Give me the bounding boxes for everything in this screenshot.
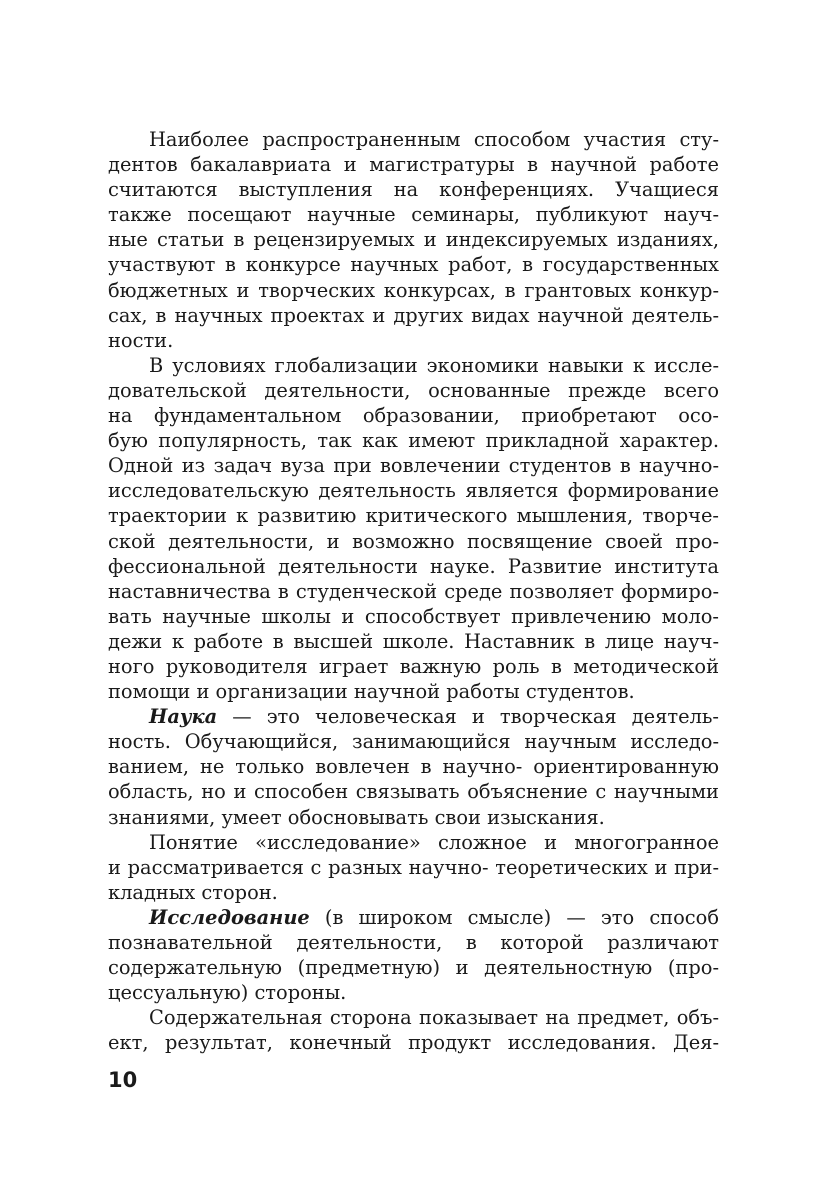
text-line: ванием, не только вовлечен в научно- ориентированную: [108, 755, 719, 779]
paragraph-research-concept: [108, 830, 719, 905]
text-line: ные статьи в рецензируемых и индексируемых изданиях,: [108, 228, 719, 252]
text-line: и рассматривается с разных научно- теоретических и при-: [108, 855, 719, 879]
text-line: знаниями, умеет обосновывать свои изыскания.: [108, 805, 605, 829]
text-line: [108, 704, 719, 729]
text-line: бюджетных и творческих конкурсах, в грантовых конкур-: [108, 278, 719, 302]
text-line: В условиях глобализации экономики навыки к иссле-: [149, 353, 719, 377]
text-line: ности.: [108, 328, 174, 352]
paragraph-participation: [108, 127, 719, 353]
text-line: фессиональной деятельности науке. Развитие института: [108, 554, 719, 578]
paragraph-science-definition: [108, 704, 719, 829]
text-line: область, но и способен связывать объяснение с научными: [108, 780, 719, 804]
text-line: ект, результат, конечный продукт исследования. Дея-: [108, 1031, 719, 1055]
text-line: исследовательскую деятельность является формирование: [108, 479, 719, 503]
text-line: кладных сторон.: [108, 880, 278, 904]
text-line: участвуют в конкурсе научных работ, в государственных: [108, 253, 719, 277]
text-line: довательской деятельности, основанные прежде всего: [108, 378, 719, 402]
text-line: ного руководителя играет важную роль в методической: [108, 654, 719, 678]
paragraph-research-definition: [108, 905, 719, 1005]
text-line: вать научные школы и способствует привлечению моло-: [108, 604, 719, 628]
text-line: Одной из задач вуза при вовлечении студентов в научно-: [108, 454, 719, 478]
paragraph-content-side: [108, 1005, 719, 1055]
text-line: Содержательная сторона показывает на предмет, объ-: [149, 1006, 719, 1030]
term-science: Наука: [149, 705, 218, 729]
paragraph-globalization: [108, 353, 719, 704]
text-line: ность. Обучающийся, занимающийся научным исследо-: [108, 730, 719, 754]
text-line: дежи к работе в высшей школе. Наставник в лице науч-: [108, 629, 719, 653]
text-line: содержательную (предметную) и деятельностную (про-: [108, 956, 719, 980]
text-line: бую популярность, так как имеют прикладной характер.: [108, 429, 719, 453]
term-research: Исследование: [149, 905, 310, 929]
page-number: 10: [108, 1068, 138, 1092]
text-line: траектории к развитию критического мышления, творче-: [108, 504, 719, 528]
text-line: ской деятельности, и возможно посвящение своей про-: [108, 529, 719, 553]
text-line: наставничества в студенческой среде позволяет формиро-: [108, 579, 719, 603]
definition-text: — это человеческая и творческая деятель-: [217, 705, 719, 729]
text-line: на фундаментальном образовании, приобретают осо-: [108, 404, 719, 428]
text-line: дентов бакалавриата и магистратуры в научной работе: [108, 153, 719, 177]
text-line: также посещают научные семинары, публикуют науч-: [108, 203, 719, 227]
definition-text: (в широком смысле) — это способ: [309, 905, 719, 929]
text-line: помощи и организации научной работы студентов.: [108, 680, 635, 704]
text-line: [108, 905, 719, 930]
text-line: считаются выступления на конференциях. Учащиеся: [108, 178, 719, 202]
text-line: цессуальную) стороны.: [108, 981, 347, 1005]
text-line: Наиболее распространенным способом участия сту-: [149, 128, 719, 151]
text-line: сах, в научных проектах и других видах научной деятель-: [108, 303, 719, 327]
text-line: познавательной деятельности, в которой различают: [108, 931, 719, 954]
body-text: [108, 127, 719, 1055]
text-line: Понятие «исследование» сложное и многогранное: [149, 830, 719, 854]
